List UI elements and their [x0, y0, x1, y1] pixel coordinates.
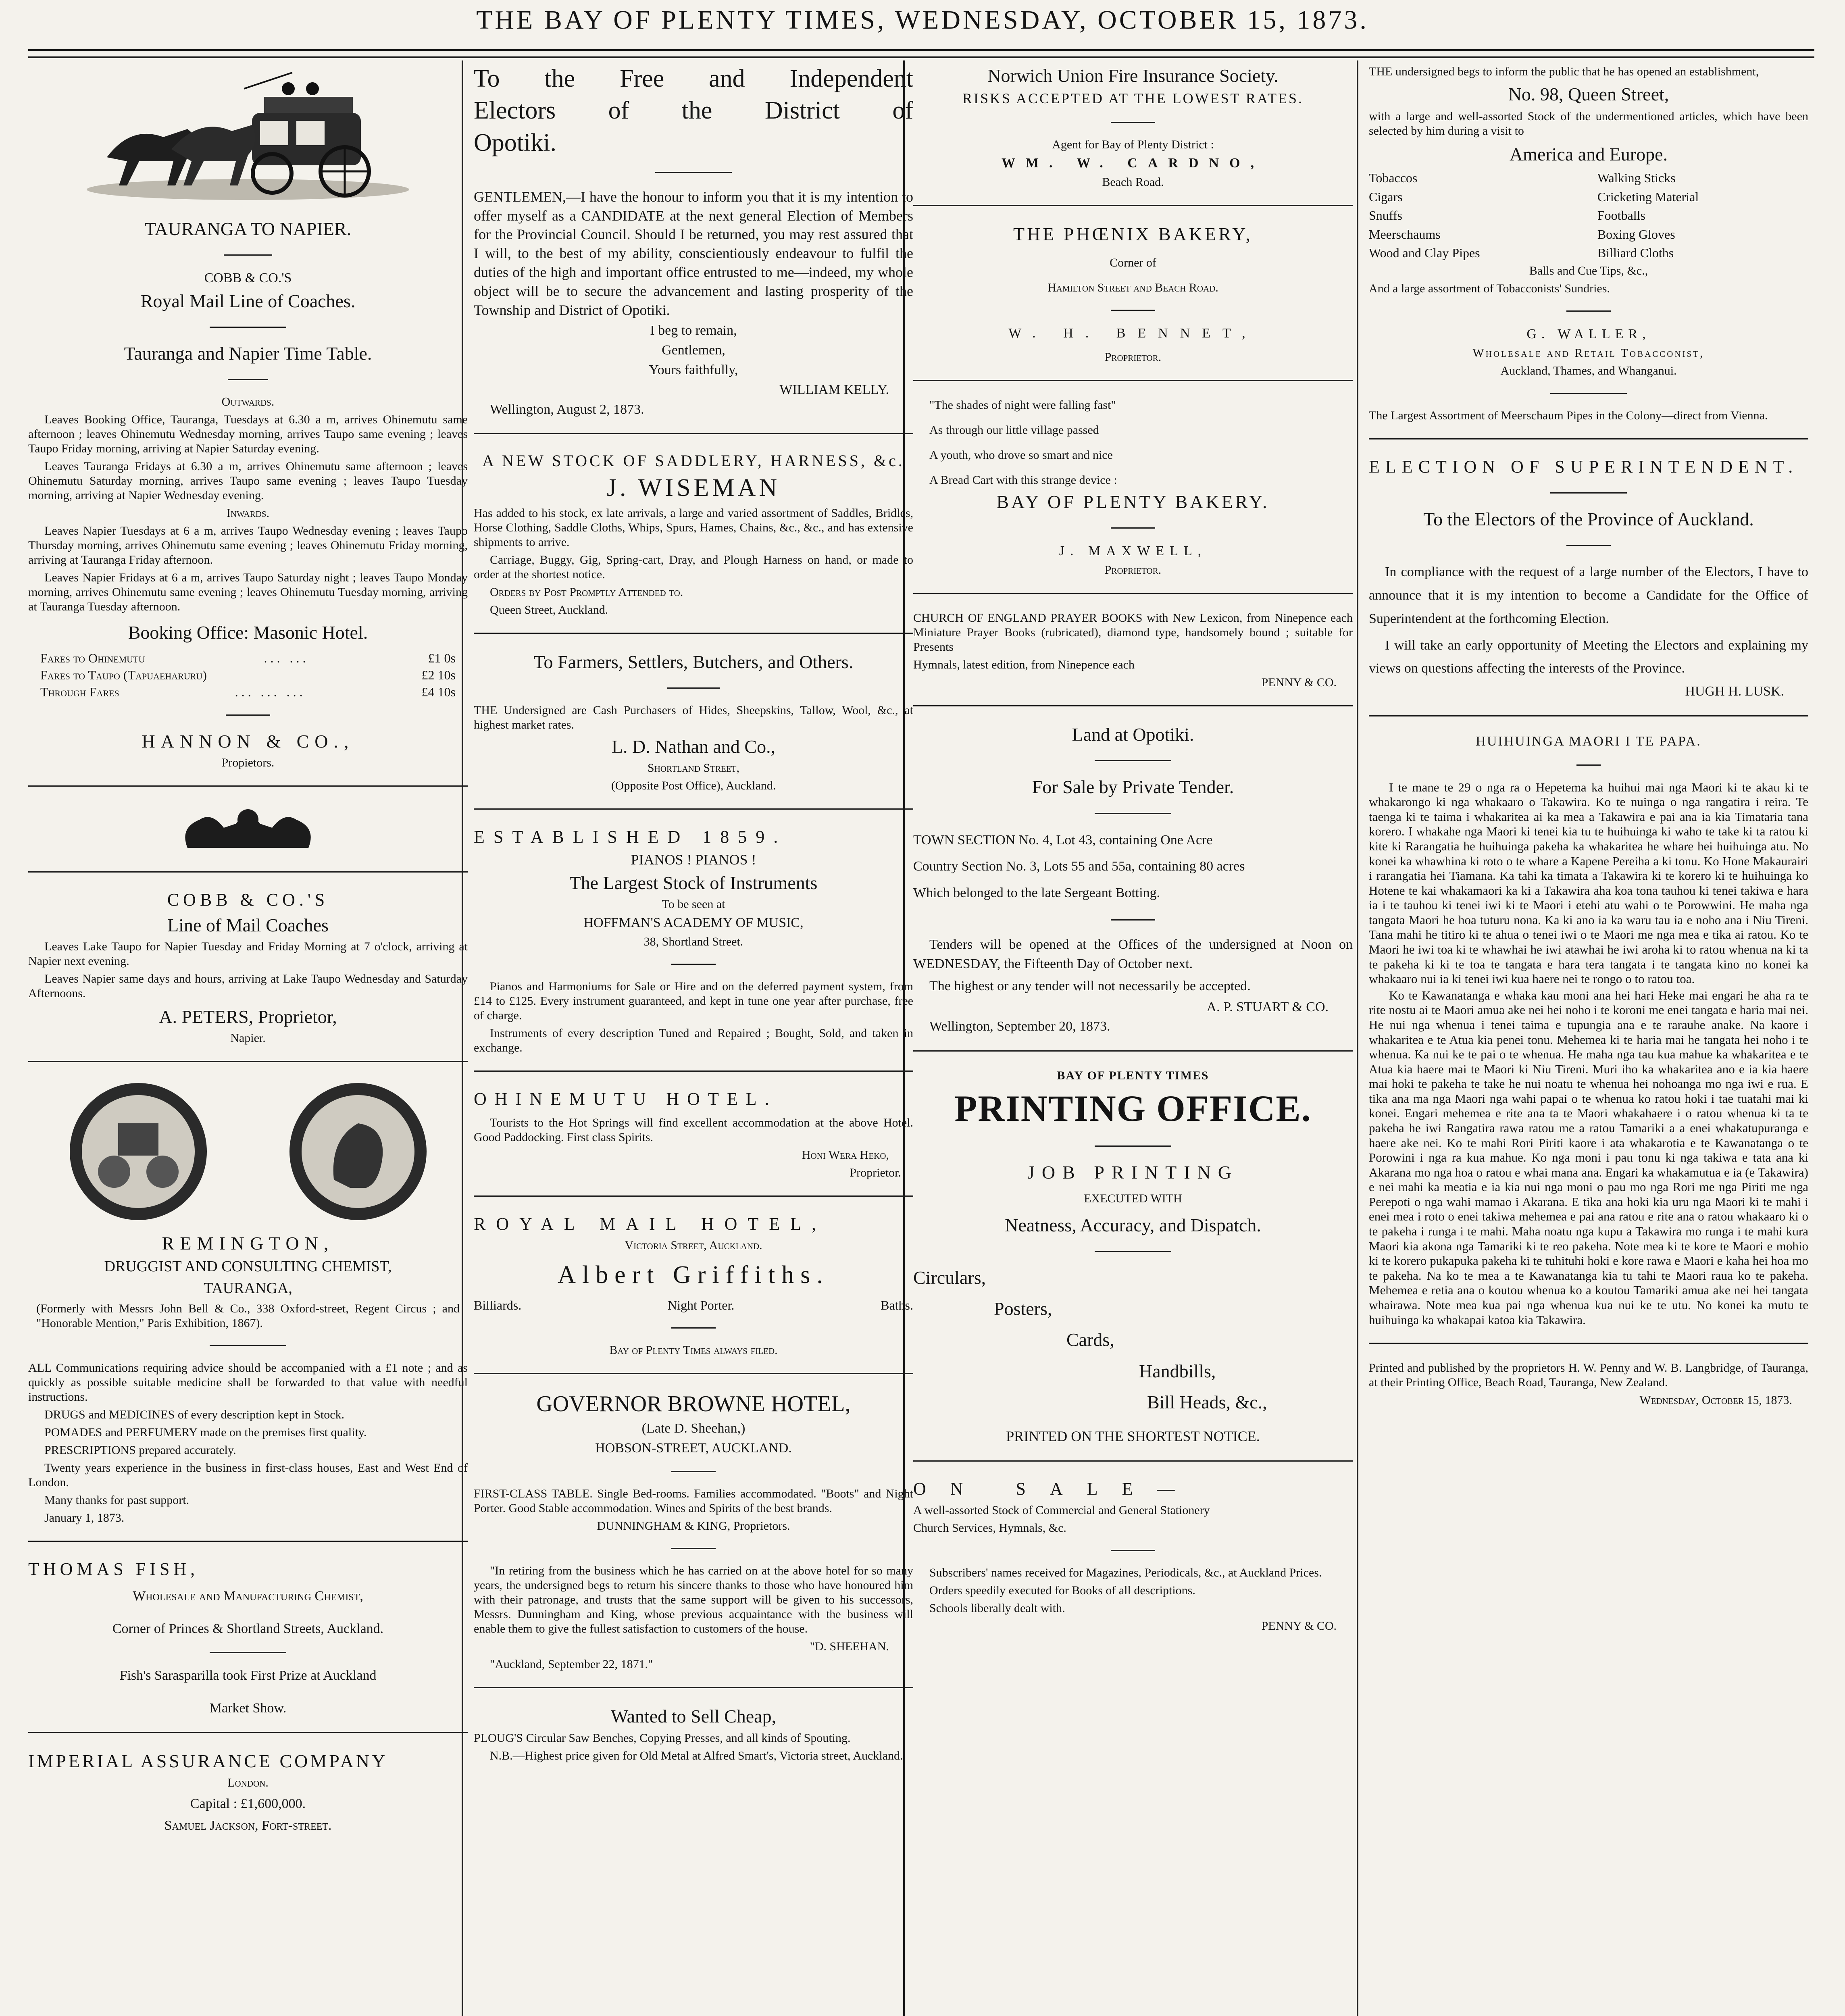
- remington-experience: Twenty years experience in the business in first-class houses, East and West End of London.: [28, 1461, 468, 1489]
- hannon-label: Propietors.: [221, 756, 275, 769]
- remington-date: January 1, 1873.: [44, 1511, 125, 1525]
- fare-row: [40, 684, 456, 700]
- divider: [1111, 1550, 1155, 1551]
- ohinemutu-proprietor-name: Honi Wera Heko,: [802, 1148, 889, 1162]
- divider: [1095, 760, 1171, 761]
- royal-arms-icon: [175, 804, 321, 856]
- divider: [210, 1652, 286, 1653]
- nathan-heading: To Farmers, Settlers, Butchers, and Others.: [533, 651, 854, 672]
- phoenix-streets: Hamilton Street and Beach Road.: [1047, 281, 1218, 295]
- amenity-item: Billiards.: [474, 1297, 522, 1312]
- ad-separator: [474, 1195, 913, 1197]
- stagecoach-illustration: [83, 65, 413, 202]
- hoffman-heading: ESTABLISHED 1859.: [474, 827, 787, 847]
- royal-mail-filed: Bay of Plenty Times always filed.: [609, 1343, 778, 1357]
- amenity-item: Baths.: [881, 1297, 913, 1312]
- waller-item: Wood and Clay Pipes: [1369, 245, 1480, 260]
- printing-item-billheads: Bill Heads, &c.,: [1147, 1391, 1267, 1412]
- divider: [671, 1327, 716, 1329]
- land-tenders: Tenders will be opened at the Offices of the undersigned at Noon on WEDNESDAY, the Fifteenth Day of October next.: [913, 937, 1353, 971]
- fish-title: Wholesale and Manufacturing Chemist,: [133, 1589, 363, 1604]
- imprint-text: Printed and published by the proprietors H. W. Penny and W. B. Langbridge, of Tauranga, at their Printing Office, Beach Road, Tauranga, New Zealand.: [1369, 1361, 1808, 1389]
- kelly-heading-1: To the Free and Independent: [474, 65, 913, 92]
- kelly-heading-3: Opotiki.: [474, 129, 556, 156]
- bakery-verse-1: "The shades of night were falling fast": [929, 398, 1116, 412]
- printing-notice: PRINTED ON THE SHORTEST NOTICE.: [1006, 1428, 1260, 1444]
- governor-quote: "In retiring from the business which he has carried on at the above hotel for so many years, the undersigned begs to return his sincere thanks to those who have honoured him with their patronage, and trusts that the same support will be given to his successors, Messrs. Dunningham and King, whose previous acquaintance with the business will enable them to give the fullest satisfaction to customers of the house.: [474, 1564, 913, 1636]
- printing-item-posters: Posters,: [994, 1298, 1052, 1319]
- printing-item-circulars: Circulars,: [913, 1267, 986, 1288]
- coach-line: Royal Mail Line of Coaches.: [140, 290, 356, 311]
- wiseman-stock: Has added to his stock, ex late arrivals, a large and varied assortment of Saddles, Bridles, Horse Clothing, Saddle Cloths, Whips, Spurs, Hames, Chains, &c., &c., and has extensive shipments to arrive.: [474, 506, 913, 549]
- imperial-place: London.: [227, 1776, 269, 1789]
- remington-place: TAURANGA,: [204, 1279, 292, 1297]
- bakery-heading: BAY OF PLENTY BAKERY.: [996, 492, 1270, 512]
- divider: [1576, 764, 1601, 766]
- lusk-signature: HUGH H. LUSK.: [1685, 684, 1784, 699]
- kelly-heading-2: Electors of the District of: [474, 97, 913, 125]
- peters-proprietor: A. PETERS, Proprietor,: [159, 1006, 337, 1027]
- column-4: [1369, 65, 1808, 2016]
- waller-america: America and Europe.: [1509, 144, 1668, 165]
- maori-article: [1369, 780, 1808, 1327]
- fare-dots: ... ... ...: [235, 685, 306, 700]
- divider: [210, 327, 286, 328]
- divider: [1095, 1251, 1171, 1252]
- remington-prescriptions: PRESCRIPTIONS prepared accurately.: [44, 1443, 236, 1457]
- norwich-address: Beach Road.: [1102, 175, 1164, 189]
- land-date: Wellington, September 20, 1873.: [929, 1019, 1110, 1034]
- cobb-line-schedule-1: Leaves Lake Taupo for Napier Tuesday and Friday Morning at 7 o'clock, arriving at Napier next evening.: [28, 939, 468, 968]
- norwich-agent: Agent for Bay of Plenty District :: [1052, 138, 1214, 152]
- divider: [226, 714, 270, 716]
- waller-name: G. WALLER,: [1526, 327, 1651, 342]
- remington-pomades: POMADES and PERFUMERY made on the premises first quality.: [44, 1426, 367, 1439]
- nathan-opposite: (Opposite Post Office), Auckland.: [611, 779, 776, 793]
- ohinemutu-body: Tourists to the Hot Springs will find excellent accommodation at the above Hotel. Good Paddocking. First class Spirits.: [474, 1116, 913, 1144]
- divider: [224, 254, 272, 256]
- ad-separator: [1369, 1343, 1808, 1344]
- onsale-subscribers: Subscribers' names received for Magazines, Periodicals, &c., at Auckland Prices.: [929, 1566, 1322, 1579]
- bakery-proprietor: Proprietor.: [1104, 563, 1162, 577]
- booking-office: Booking Office: Masonic Hotel.: [128, 622, 368, 643]
- inwards-heading: Inwards.: [226, 506, 270, 520]
- governor-late: (Late D. Sheehan,): [641, 1420, 745, 1436]
- fish-sarsaparilla: Fish's Sarasparilla took First Prize at Auckland: [119, 1668, 377, 1683]
- divider: [1111, 122, 1155, 123]
- outwards-schedule-1: Leaves Booking Office, Tauranga, Tuesdays at 6.30 a m, arrives Ohinemutu same afternoon ; leaves Ohinemutu Wednesday morning, arrives Taupo same evening ; leaves Taupo Friday morning, arriving at Napier Saturday evening.: [28, 413, 468, 456]
- ad-separator: [474, 433, 913, 434]
- land-sale: For Sale by Private Tender.: [1032, 777, 1234, 798]
- waller-balls: Balls and Cue Tips, &c.,: [1529, 264, 1648, 278]
- bakery-verse-3: A youth, who drove so smart and nice: [929, 448, 1113, 462]
- governor-table: FIRST-CLASS TABLE. Single Bed-rooms. Families accommodated. "Boots" and Night Porter. Good Stable accommodation. Wines and Spirits of the best brands.: [474, 1487, 913, 1515]
- imperial-capital: Capital : £1,600,000.: [190, 1796, 306, 1811]
- cobb-line-schedule-2: Leaves Napier same days and hours, arriving at Lake Taupo Wednesday and Saturday Afternoons.: [28, 972, 468, 1000]
- phoenix-corner: Corner of: [1110, 256, 1156, 270]
- nathan-street: Shortland Street,: [648, 761, 739, 775]
- masthead-rule: [28, 49, 1814, 51]
- waller-title: Wholesale and Retail Tobacconist,: [1472, 346, 1705, 360]
- land-highest: The highest or any tender will not necessarily be accepted.: [929, 979, 1251, 994]
- onsale-orders: Orders speedily executed for Books of all descriptions.: [929, 1583, 1195, 1597]
- governor-street: HOBSON-STREET, AUCKLAND.: [595, 1440, 792, 1456]
- prayer-signature: PENNY & CO.: [1261, 676, 1337, 689]
- printing-heading: PRINTING OFFICE.: [954, 1088, 1312, 1129]
- governor-date: "Auckland, September 22, 1871.": [490, 1658, 653, 1671]
- masthead: THE BAY OF PLENTY TIMES, WEDNESDAY, OCTOBER 15, 1873.: [476, 5, 1369, 35]
- ad-separator: [474, 808, 913, 810]
- nathan-body: THE Undersigned are Cash Purchasers of Hides, Sheepskins, Tallow, Wool, &c., at highest market rates.: [474, 703, 913, 731]
- ad-separator: [474, 1373, 913, 1374]
- governor-sheehan: "D. SHEEHAN.: [810, 1640, 889, 1654]
- waller-goods-right: [1597, 170, 1808, 264]
- fare-row: [40, 667, 456, 683]
- divider: [210, 1345, 286, 1346]
- bakery-maxwell: J. MAXWELL,: [1059, 544, 1207, 559]
- ad-separator: [28, 785, 468, 787]
- ad-separator: [474, 1070, 913, 1072]
- waller-goods-left: [1369, 170, 1580, 264]
- waller-address: No. 98, Queen Street,: [1508, 84, 1669, 104]
- phoenix-bennet: W. H. BENNET,: [1008, 326, 1258, 341]
- fare-label: Fares to Taupo (Tapuaeharuru): [40, 667, 207, 682]
- ad-separator: [28, 1061, 468, 1062]
- ad-separator: [913, 1050, 1353, 1052]
- smart-nb: N.B.—Highest price given for Old Metal at Alfred Smart's, Victoria street, Auckland.: [490, 1749, 903, 1762]
- waller-item: Walking Sticks: [1597, 171, 1676, 185]
- ad-separator: [913, 1460, 1353, 1462]
- divider: [1550, 393, 1627, 394]
- ad-separator: [474, 633, 913, 634]
- royal-mail-proprietor: Albert Griffiths.: [558, 1261, 829, 1289]
- ad-separator: [28, 1541, 468, 1542]
- divider: [1550, 492, 1627, 494]
- lusk-compliance: In compliance with the request of a large number of the Electors, I have to announce that it is my intention to become a Candidate for the Office of Superintendent at the forthcoming Election.: [1369, 564, 1808, 626]
- remington-name: REMINGTON,: [162, 1233, 334, 1254]
- divider: [228, 379, 268, 380]
- waller-item: Meerschaums: [1369, 227, 1441, 242]
- outwards-schedule-2: Leaves Tauranga Fridays at 6.30 a m, arrives Ohinemutu same afternoon ; leaves Ohinemutu Saturday morning, arrives Taupo same evening ; leaves Taupo Tuesday morning, arriving at Napier Wednesday evening.: [28, 460, 468, 502]
- coach-company: COBB & CO.'S: [204, 271, 292, 286]
- masthead-rule-double: [28, 56, 1814, 58]
- wiseman-carriage: Carriage, Buggy, Gig, Spring-cart, Dray, and Plough Harness on hand, or made to order at the shortest notice.: [474, 553, 913, 581]
- outwards-heading: Outwards.: [221, 395, 275, 409]
- exhibition-medal-icon: [66, 1079, 211, 1224]
- divider: [1111, 919, 1155, 921]
- waller-places: Auckland, Thames, and Whanganui.: [1500, 364, 1677, 378]
- governor-proprietors: DUNNINGHAM & KING, Proprietors.: [597, 1519, 790, 1533]
- waller-stock: with a large and well-assorted Stock of the undermentioned articles, which have been selected by him during a visit to: [1369, 110, 1808, 138]
- divider: [1095, 1145, 1171, 1147]
- phoenix-heading: THE PHŒNIX BAKERY,: [1013, 224, 1253, 245]
- maori-heading: HUIHUINGA MAORI I TE PAPA.: [1476, 733, 1701, 749]
- waller-item: Cricketing Material: [1597, 189, 1699, 204]
- kelly-date: Wellington, August 2, 1873.: [490, 402, 644, 417]
- ad-separator: [913, 205, 1353, 206]
- hoffman-seen: To be seen at: [662, 898, 725, 911]
- divider: [655, 172, 732, 173]
- cobb-line-subtitle: Line of Mail Coaches: [167, 914, 329, 935]
- ad-separator: [913, 380, 1353, 381]
- ad-separator: [28, 1732, 468, 1733]
- fish-address: Corner of Princes & Shortland Streets, Auckland.: [112, 1621, 384, 1637]
- divider: [1111, 310, 1155, 311]
- fare-dots: ... ...: [264, 650, 309, 665]
- ohinemutu-proprietor-title: Proprietor.: [850, 1166, 901, 1179]
- inwards-schedule-2: Leaves Napier Fridays at 6 a m, arrives Taupo Saturday night ; leaves Taupo Monday morning, arrives Ohinemutu same evening ; leaves Ohinemutu Tuesday morning, arriving at Tauranga Tuesday afternoon.: [28, 571, 468, 614]
- divider: [1566, 545, 1611, 546]
- inwards-schedule-1: Leaves Napier Tuesdays at 6 a m, arrives Taupo Wednesday evening ; leaves Taupo Thursday morning, arrives Ohinemutu same evening ; leaves Ohinemutu Friday morning, arriving at Tauranga Friday afternoon.: [28, 524, 468, 567]
- land-signature: A. P. STUART & CO.: [1206, 999, 1329, 1014]
- waller-intro: THE undersigned begs to inform the public that he has opened an establishment,: [1369, 65, 1759, 78]
- divider: [671, 964, 716, 965]
- divider: [671, 1548, 716, 1549]
- waller-item: Boxing Gloves: [1597, 227, 1675, 242]
- remington-thanks: Many thanks for past support.: [44, 1493, 189, 1507]
- divider: [671, 1471, 716, 1472]
- nathan-name: L. D. Nathan and Co.,: [611, 736, 776, 757]
- kelly-body: GENTLEMEN,—I have the honour to inform you that it is my intention to offer myself as a CANDIDATE at the next general Election of Members for the Provincial Council. Should I be returned, you may rest assured that I will, to the best of my ability, conscientiously endeavour to fulfil the duties of the high and important office entrusted to me—indeed, my whole object will be to secure the advancement and lasting prosperity of the Township and District of Opotiki.: [474, 188, 913, 318]
- printing-job: JOB PRINTING: [1027, 1162, 1239, 1183]
- fare-dots: [207, 667, 422, 683]
- smart-heading: Wanted to Sell Cheap,: [610, 1706, 777, 1727]
- waller-item: Cigars: [1369, 189, 1403, 204]
- fare-price: £1 0s: [428, 650, 456, 665]
- land-town-section: TOWN SECTION No. 4, Lot 43, containing One Acre: [913, 832, 1213, 848]
- waller-item: Billiard Cloths: [1597, 245, 1674, 260]
- ad-separator: [1369, 715, 1808, 716]
- remington-title: DRUGGIST AND CONSULTING CHEMIST,: [104, 1258, 392, 1275]
- coach-timetable-title: Tauranga and Napier Time Table.: [124, 343, 372, 364]
- divider: [667, 687, 720, 689]
- maori-paragraph-1: I te mane te 29 o nga ra o Hepetema ka huihui mai nga Maori ki te akau ki te whakarongo ki nga whakaaro o Takawira. Ko te nuinga o nga rangatira i reira. Te taenga ki te taima i whakaritea ai ka mea a Takawira e pai ana ia kia Timataria tana korero. I whakahe nga Maori ki tenei kia tu te huihuinga ki waho te take ki ta ratou ki kite ki Rarangatia he huihuinga pakeha ka whakaritea he whare hei huihuinga atu. No konei ka whawhina ki roto o te whare a Kapene Pereiha a ki tonu. Ko Hone Makaurairi i rarangatia hei Tiamana. Ka tahi ka timata a Takawira ki te korero ki te huihuinga ko Hotene te kai whakamaori ka ki a Takawira aha koa tona tauhou ki tenei takiwa e hara ia i te tauhou ki tenei iwi ki te Maori i etehi atu wahi o te Porowwini. He maha nga tangata Maori he hoa tuturu nona. Ka ki ano ia ka waru tau ia e noho ana i Niu Tireni. Tana mahi he titiro ki te ahua o tenei iwi o te Maori me nga mea e tika ai ratou. Ko te Maori he iwi toa ki te whawhai he iwi atawhai he iwi aroha ki to ratou whenua na ki ta te pakeha ki ki te toa te tangata e hara tera tangata i te tangata kino no konei ka whakaaro nui ia ki tenei iwi kua haere nei te rongo o to ratou toa.: [1369, 780, 1808, 986]
- ohinemutu-heading: OHINEMUTU HOTEL.: [474, 1089, 777, 1109]
- coach-route-title: TAURANGA TO NAPIER.: [144, 219, 352, 239]
- onsale-signature: PENNY & CO.: [1261, 1619, 1337, 1633]
- norwich-cardno: WM. W. CARDNO,: [1001, 156, 1265, 171]
- kelly-gentlemen: Gentlemen,: [662, 343, 725, 358]
- fare-label: Through Fares: [40, 685, 119, 700]
- land-country-section: Country Section No. 3, Lots 55 and 55a, containing 80 acres: [913, 859, 1245, 874]
- onsale-heading: ON SALE—: [913, 1479, 1199, 1499]
- land-heading: Land at Opotiki.: [1072, 724, 1194, 745]
- smart-ploug: PLOUG'S Circular Saw Benches, Copying Presses, and all kinds of Spouting.: [474, 1731, 851, 1745]
- column-rule: [1357, 60, 1358, 2016]
- fares-table: [40, 650, 456, 700]
- printing-item-cards: Cards,: [1066, 1329, 1114, 1350]
- peters-place: Napier.: [230, 1031, 266, 1045]
- printing-executed: EXECUTED WITH: [1084, 1191, 1182, 1205]
- kelly-yours: Yours faithfully,: [649, 362, 738, 378]
- prayer-hymnals: Hymnals, latest edition, from Ninepence each: [913, 658, 1135, 672]
- imprint-date: Wednesday, October 15, 1873.: [1639, 1393, 1792, 1407]
- ad-separator: [474, 1687, 913, 1688]
- printing-neatness: Neatness, Accuracy, and Dispatch.: [1005, 1214, 1261, 1235]
- ad-separator: [1369, 438, 1808, 439]
- wiseman-name: J. WISEMAN: [606, 474, 781, 502]
- wiseman-heading: A NEW STOCK OF SADDLERY, HARNESS, &c.: [482, 452, 905, 470]
- column-3: [913, 65, 1353, 2016]
- amenity-item: Night Porter.: [668, 1297, 735, 1312]
- fish-name: THOMAS FISH,: [28, 1559, 199, 1579]
- royal-mail-heading: ROYAL MAIL HOTEL,: [474, 1214, 827, 1234]
- phoenix-proprietor: Proprietor.: [1104, 350, 1162, 364]
- kelly-remain: I beg to remain,: [650, 323, 737, 338]
- lusk-heading: ELECTION OF SUPERINTENDENT.: [1369, 457, 1799, 477]
- norwich-heading: Norwich Union Fire Insurance Society.: [987, 65, 1279, 86]
- fare-label: Fares to Ohinemutu: [40, 650, 145, 665]
- divider: [1111, 527, 1155, 529]
- remington-drugs: DRUGS and MEDICINES of every description kept in Stock.: [44, 1408, 345, 1422]
- maori-paragraph-2: Ko te Kawanatanga e whaka kau moni ana hei hari Heke mai engari he aha ra te rite nostu ai te Maori amua ake nei hei noho i te koroni me enei tangata e haria mai nei. He nui nga whenua i tenei taima e tupungia ana e te rarauhe anake. Na kaore i whakaritea e te Atua kia penei tonu. Mehemea ki te haria mai he tangata hei noho i te whenua. Ka nui ke te pai o te whenua. He maha nga tau kua mahue ka whakaritea e te Atua kia haere mai te Maori ki Niu Tireni. Muri iho ka whakaritea ano e ia kia haere mai hoki te pakeha te take he nui noatu te whenua hei nohoanga mo nga iwi e rua. E tika ana ma nga Maori nga wahi papai o te whenua ko ratou hoki i tae tuatahi mai ki konei. Engari mehemea e rite ana ta te Maori whakahaere i o ratou whenua ki ta te pakeha he iwi Rangatira rawa ratou me a ratou Tamariki a a enei whakatupuranga e haere ake nei. Ko te mahi Rori Piriti kaore i ata whakarotia e te Kawanatanga o te Porowini i nga ra kua mahue. Ko nga moni i pau tonu ki nga takiwa e tata ana ki Akarana mo nga hoa o ratou e whai mana ana. Engari ka whakamutua e ia (e Takawira) e nei mahi ka meatia e ia kia nui nga moni o pau mo nga Rori me nga Piriti me nga Perepoti o nga wahi mamao i Akarana. E tika ana hoki kia uru nga Maori ki te mahi i enei mea i roto o enei takiwa mehemea e pai ana ratou e rite ana o ratou whakaaro ki o te pakeha i runga i te mahi. Maha noatu nga kupu a Takawira mo runga i te mahi kura Maori kia akona nga Tamariki ki te reo pakeha. Note mea ki te kore te Maori e mohio ki te korero pukapuka pakeha ki te tuhituhi hoki e kore rawa e Maori e kaha hei hoa mo te pakeha. Na ko te mea a te Kawanatanga kia tu tahi te Maori raua ko te pakeha. Mehemea e retia ana o koutou whenua ko a koutou Tamariki amua ake nei hei tangata whairawa. Note mea kua pai nga whenua kua nui ke te utu. No konei ka mutu te huihuinga ka whakapai katoa kia Takawira.: [1369, 988, 1808, 1327]
- hoffman-academy: HOFFMAN'S ACADEMY OF MUSIC,: [583, 915, 804, 931]
- onsale-services: Church Services, Hymnals, &c.: [913, 1521, 1066, 1535]
- wiseman-orders: Orders by Post Promptly Attended to.: [490, 585, 683, 599]
- printing-item-handbills: Handbills,: [1139, 1360, 1216, 1381]
- onsale-stock: A well-assorted Stock of Commercial and General Stationery: [913, 1503, 1210, 1517]
- waller-item: Snuffs: [1369, 208, 1402, 223]
- waller-pipes: The Largest Assortment of Meerschaum Pipes in the Colony—direct from Vienna.: [1369, 409, 1768, 423]
- lusk-electors: To the Electors of the Province of Auckland.: [1423, 508, 1754, 529]
- hoffman-instruments: Instruments of every description Tuned and Repaired ; Bought, Sold, and taken in exchange.: [474, 1027, 913, 1055]
- ad-separator: [28, 871, 468, 873]
- hoffman-pianos-sale: Pianos and Harmoniums for Sale or Hire and on the deferred payment system, from £14 to £125. Every instrument guaranteed, and kept in tune one year after purchase, free of charge.: [474, 980, 913, 1023]
- remington-formerly: (Formerly with Messrs John Bell & Co., 338 Oxford-street, Regent Circus ; and "Honorable Mention," Paris Exhibition, 1867).: [36, 1302, 460, 1330]
- hannon-name: HANNON & CO.,: [142, 731, 354, 752]
- imperial-agent: Samuel Jackson, Fort-street.: [164, 1818, 332, 1833]
- hoffman-largest: The Largest Stock of Instruments: [569, 873, 818, 893]
- ad-separator: [913, 705, 1353, 706]
- napoleon-medal-icon: [285, 1079, 431, 1224]
- column-1: [28, 65, 468, 2016]
- bakery-verse-4: A Bread Cart with this strange device :: [929, 473, 1117, 487]
- land-belonged: Which belonged to the late Sergeant Botting.: [913, 885, 1160, 901]
- waller-sundries: And a large assortment of Tobacconists' Sundries.: [1369, 282, 1610, 296]
- cobb-line-title: COBB & CO.'S: [167, 889, 329, 910]
- royal-mail-street: Victoria Street, Auckland.: [625, 1238, 762, 1252]
- remington-communications: ALL Communications requiring advice should be accompanied with a £1 note ; and as quickly as possible suitable medicine shall be forwarded to that value with needful instructions.: [28, 1361, 468, 1404]
- wiseman-address: Queen Street, Auckland.: [490, 603, 608, 616]
- fare-price: £4 10s: [421, 685, 456, 700]
- column-2: [474, 65, 913, 2016]
- royal-mail-amenities: [474, 1297, 913, 1313]
- fish-market: Market Show.: [209, 1700, 287, 1716]
- hoffman-street: 38, Shortland Street.: [643, 935, 743, 949]
- hoffman-pianos: PIANOS ! PIANOS !: [631, 851, 756, 868]
- prayer-books: CHURCH OF ENGLAND PRAYER BOOKS with New Lexicon, from Ninepence each Miniature Prayer Books (rubricated), diamond type, handsomely bound ; suitable for Presents: [913, 611, 1353, 654]
- divider: [1095, 813, 1171, 814]
- fare-price: £2 10s: [421, 667, 456, 682]
- bakery-verse-2: As through our little village passed: [929, 423, 1099, 437]
- medals: [28, 1079, 468, 1224]
- norwich-risks: RISKS ACCEPTED AT THE LOWEST RATES.: [962, 90, 1304, 107]
- onsale-schools: Schools liberally dealt with.: [929, 1601, 1065, 1615]
- lusk-meeting: I will take an early opportunity of Meeting the Electors and explaining my views on questions affecting the interests of the Province.: [1369, 637, 1808, 676]
- coach-ad: [28, 65, 468, 202]
- waller-item: Footballs: [1597, 208, 1645, 223]
- fare-row: [40, 650, 456, 666]
- waller-item: Tobaccos: [1369, 171, 1418, 185]
- governor-heading: GOVERNOR BROWNE HOTEL,: [536, 1391, 851, 1417]
- ad-separator: [913, 593, 1353, 594]
- imperial-name: IMPERIAL ASSURANCE COMPANY: [28, 1751, 388, 1772]
- printing-small-heading: BAY OF PLENTY TIMES: [1057, 1069, 1209, 1083]
- waller-goods-list: [1369, 170, 1808, 264]
- divider: [1566, 310, 1611, 312]
- kelly-signature: WILLIAM KELLY.: [779, 382, 889, 397]
